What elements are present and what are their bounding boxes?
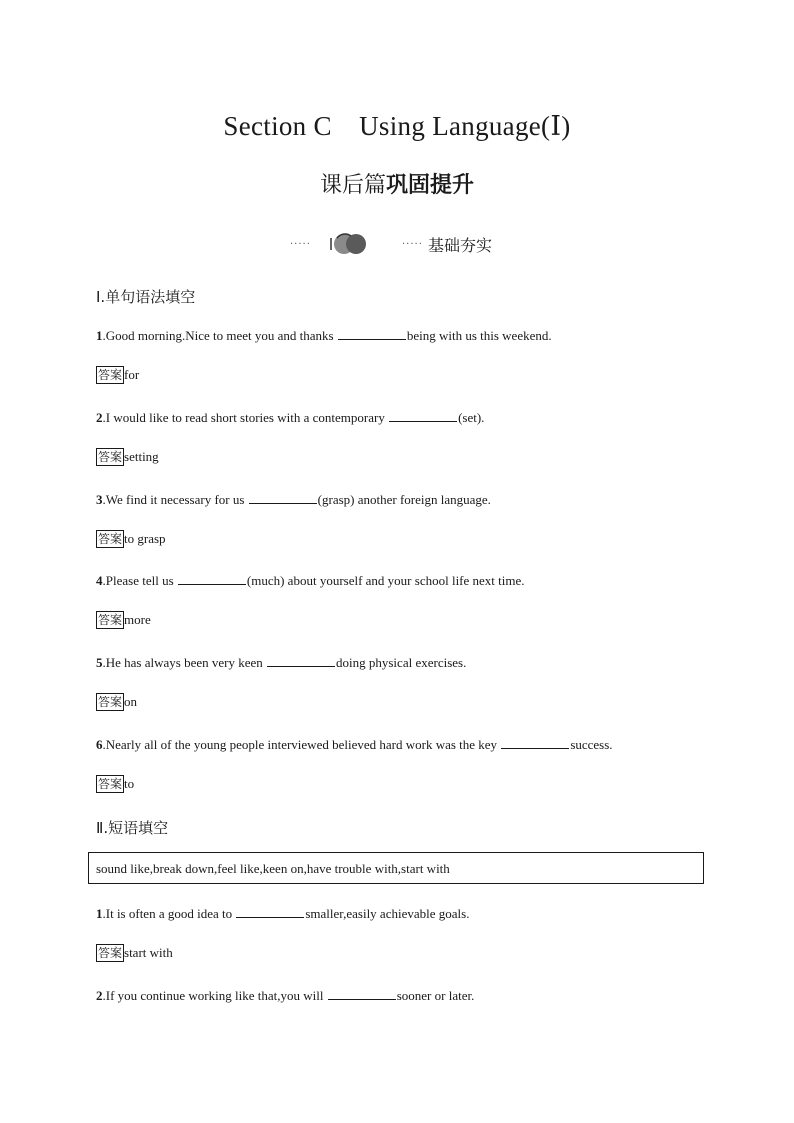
section-banner <box>290 232 550 256</box>
answer-tag: 答案 <box>98 777 123 792</box>
banner-label: 基础夯实 <box>428 236 493 255</box>
answer-tag: 答案 <box>98 368 123 383</box>
word-box-text: sound like,break down,feel like,keen on,have trouble with,start with <box>96 861 450 876</box>
answer-tag: 答案 <box>98 695 123 710</box>
answer-6: 答案 to <box>98 776 135 792</box>
answer-tag: 答案 <box>98 946 123 961</box>
word-box <box>88 852 704 884</box>
subtitle-regular: 课后篇 <box>319 173 386 198</box>
part1-heading: Ⅰ.单句语法填空 <box>96 288 196 306</box>
answer-2: 答案 setting <box>98 449 159 465</box>
question-3: 3.We find it necessary for us (grasp) another foreign language. <box>96 492 491 507</box>
answer-3: 答案 to grasp <box>98 531 166 547</box>
badge-icon <box>323 232 369 256</box>
phrase-answer-1: 答案 start with <box>98 945 173 961</box>
answer-blank <box>178 572 246 585</box>
answer-tag: 答案 <box>98 532 123 547</box>
subtitle-bold: 巩固提升 <box>386 173 475 198</box>
answer-5: 答案 on <box>98 694 138 710</box>
phrase-question-2: 2.If you continue working like that,you will sooner or later. <box>96 988 475 1003</box>
answer-blank <box>328 987 396 1000</box>
phrase-question-1: 1.It is often a good idea to smaller,easily achievable goals. <box>96 906 470 921</box>
question-5: 5.He has always been very keen doing physical exercises. <box>96 655 467 670</box>
question-1: 1.Good morning.Nice to meet you and thanks being with us this weekend. <box>96 328 552 343</box>
dots-decoration-left: ····· <box>290 239 311 250</box>
answer-blank <box>249 491 317 504</box>
answer-blank <box>501 736 569 749</box>
page-subtitle <box>0 168 794 199</box>
answer-blank <box>267 654 335 667</box>
dots-decoration-right: ····· <box>402 239 423 250</box>
page-title: Section C Using Language(Ⅰ) <box>223 111 571 141</box>
answer-tag: 答案 <box>98 613 123 628</box>
question-4: 4.Please tell us (much) about yourself and your school life next time. <box>96 573 525 588</box>
part2-heading: Ⅱ.短语填空 <box>96 819 169 837</box>
question-6: 6.Nearly all of the young people interviewed believed hard work was the key success. <box>96 737 613 752</box>
answer-blank <box>338 327 406 340</box>
question-2: 2.I would like to read short stories with a contemporary (set). <box>96 410 485 425</box>
answer-1: 答案 for <box>98 367 140 383</box>
answer-blank <box>236 905 304 918</box>
answer-blank <box>389 409 457 422</box>
answer-tag: 答案 <box>98 450 123 465</box>
answer-4: 答案 more <box>98 612 151 628</box>
